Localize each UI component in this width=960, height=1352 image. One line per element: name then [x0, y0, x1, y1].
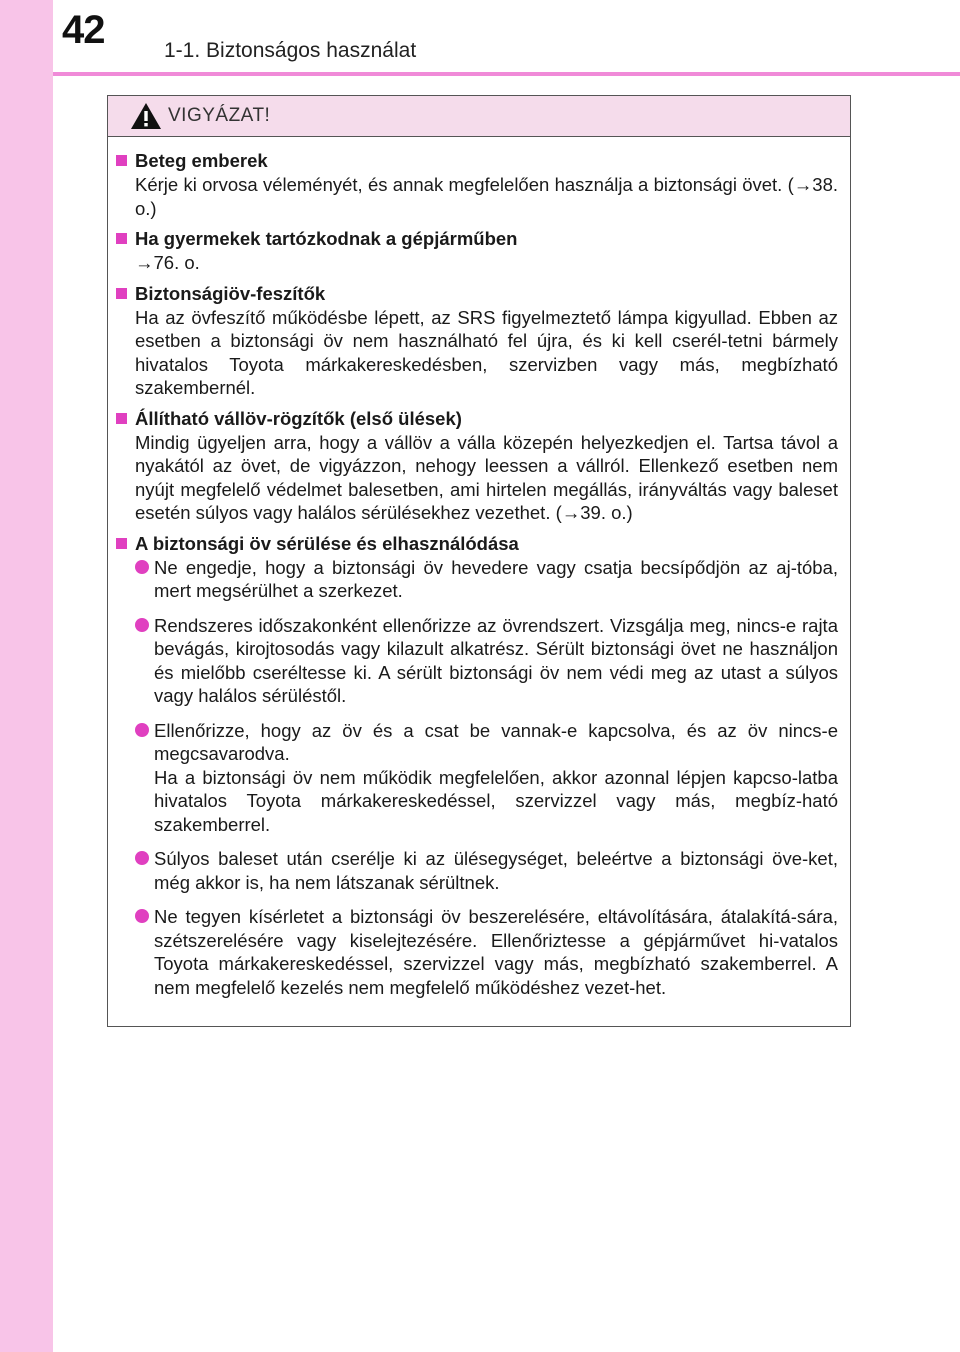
- section-title: 1-1. Biztonságos használat: [164, 39, 417, 62]
- bullet-list: [108, 556, 850, 1000]
- entry-children: [108, 226, 850, 275]
- warning-header: [108, 96, 850, 137]
- entry-body: →76. o.: [135, 252, 200, 273]
- square-bullet-icon: [116, 538, 127, 549]
- round-bullet-icon: [135, 618, 149, 632]
- list-item: Súlyos baleset után cserélje ki az ülésegységet, beleértve a biztonsági öve-ket, még akkor is, ha nem látszanak sérültnek.: [108, 847, 850, 894]
- round-bullet-icon: [135, 909, 149, 923]
- entry-body: Ha az övfeszítő működésbe lépett, az SRS figyelmeztető lámpa kigyullad. Ebben az esetben a biztonsági öv nem használható fel újra, és ki kell cserél-tetni bármely hivatalos Toyota márkakereskedésben, szervizben vagy más, megbízható szakembernél.: [135, 306, 838, 398]
- round-bullet-icon: [135, 723, 149, 737]
- warning-triangle-icon: [130, 102, 162, 130]
- entry-title: Beteg emberek: [135, 150, 268, 171]
- entry-title: Állítható vállöv-rögzítők (első ülések): [135, 407, 462, 429]
- square-bullet-icon: [116, 155, 127, 166]
- entry-belt-damage: [108, 531, 850, 1000]
- entry-title: Biztonságiöv-feszítők: [135, 282, 326, 304]
- square-bullet-icon: [116, 413, 127, 424]
- entry-pretensioners: [108, 281, 850, 400]
- warning-box: [107, 95, 851, 1027]
- square-bullet-icon: [116, 233, 127, 244]
- side-color-strip: [0, 0, 53, 1352]
- entry-title: Ha gyermekek tartózkodnak a gépjárműben: [135, 228, 518, 249]
- header-rule: [53, 72, 960, 76]
- entry-title: A biztonsági öv sérülése és elhasználódása: [135, 532, 519, 554]
- round-bullet-icon: [135, 851, 149, 865]
- list-item: Rendszeres időszakonként ellenőrizze az övrendszert. Vizsgálja meg, nincs-e rajta bevágás, kirojtosodás vagy kilazult alkatrész. Sérült biztonsági övet ne használjon és mielőbb cseréltesse ki. A sérült biztonsági öv nem védi meg az utast a súlyos vagy halálos sérüléstől.: [108, 614, 850, 708]
- entry-body: Kérje ki orvosa véleményét, és annak megfelelően használja a biztonsági övet. (→38. o.): [135, 174, 838, 219]
- list-item: Ne tegyen kísérletet a biztonsági öv beszerelésére, eltávolítására, átalakítá-sára, szétszerelésére vagy kiselejtezésére. Ellenőriztesse a gépjárművet hi-vatalos Toyota márkakereskedéssel, szervizzel vagy más, megbízható szakemberrel. A nem megfelelő kezelés nem megfelelő működéshez vezet-het.: [108, 905, 850, 999]
- warning-label: VIGYÁZAT!: [168, 105, 271, 126]
- warning-content: [108, 137, 850, 1010]
- entry-sick-persons: [108, 148, 850, 220]
- list-item: Ne engedje, hogy a biztonsági öv hevedere vagy csatja becsípődjön az aj-tóba, mert megsérülhet a szerkezet.: [108, 556, 850, 603]
- round-bullet-icon: [135, 560, 149, 574]
- entry-body: Mindig ügyeljen arra, hogy a vállöv a válla közepén helyezkedjen el. Tartsa távol a nyakától az övet, de vigyázzon, nehogy leessen a vállról. Ellenkező esetben nem nyújt megfelelő védelmet balesetben, ami hirtelen megállás, irányváltás vagy baleset esetén súlyos vagy halálos sérülésekhez vezethet. (→39. o.): [135, 431, 838, 523]
- list-item: Ellenőrizze, hogy az öv és a csat be vannak-e kapcsolva, és az öv nincs-e megcsavarodva. Ha a biztonsági öv nem működik megfelelően, akkor azonnal lépjen kapcso-latba hivatalos Toyota márkakereskedéssel, szervizzel vagy más, megbíz-ható szakemberrel.: [108, 719, 850, 837]
- entry-shoulder-anchors: [108, 406, 850, 525]
- page-number: 42: [62, 8, 105, 52]
- square-bullet-icon: [116, 288, 127, 299]
